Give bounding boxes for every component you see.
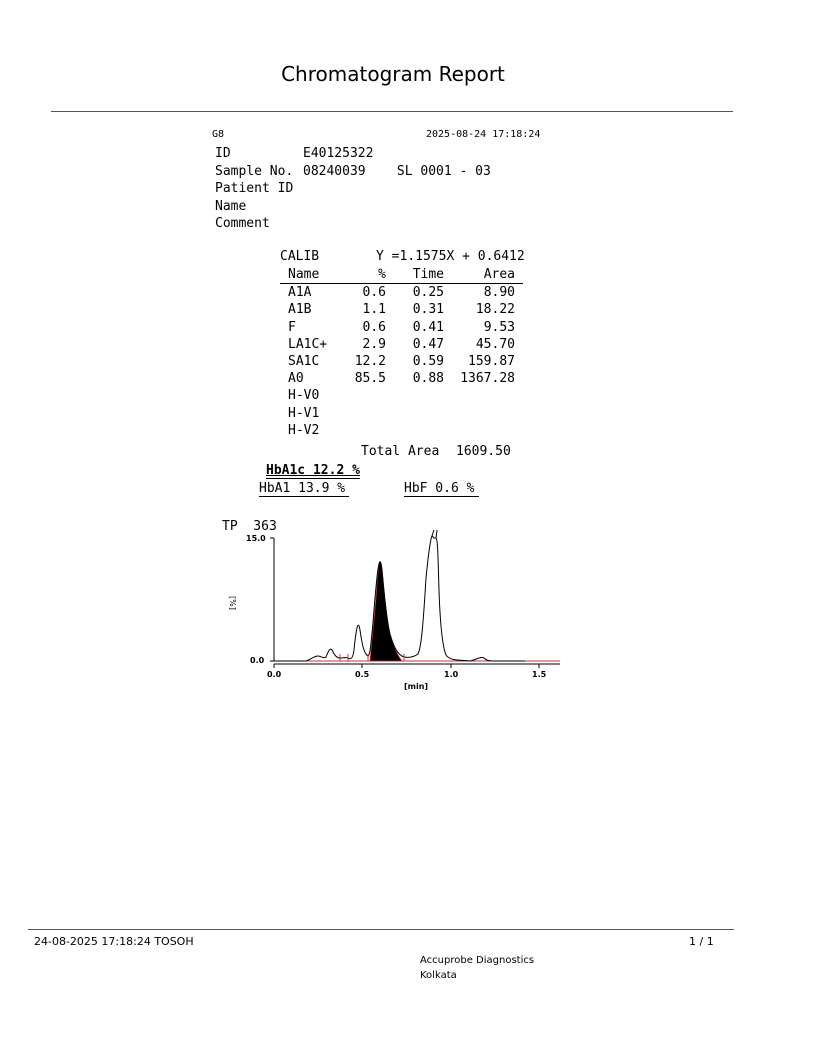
table-row [280, 353, 523, 370]
header-field-label: ID [215, 146, 231, 161]
chromatogram-chart [220, 530, 570, 700]
header-field-label: Name [215, 198, 247, 214]
cell-pct [350, 405, 386, 422]
cell-area: 1367.28 [460, 371, 515, 387]
cell-time: 0.59 [412, 354, 444, 370]
cell-pct [350, 387, 386, 404]
cell-name: A0 [288, 371, 304, 387]
total-area-label: Total Area [361, 444, 440, 459]
col-name: Name [280, 266, 350, 284]
x-tick-label-2: 1.0 [444, 670, 459, 679]
footer-timestamp: 24-08-2025 17:18:24 TOSOH [34, 935, 194, 948]
cell-name: H-V1 [288, 405, 320, 421]
cell-time: 0.88 [412, 371, 444, 387]
lab-name: Accuprobe Diagnostics [420, 955, 535, 966]
cell-name: H-V2 [288, 422, 320, 438]
total-area-value: 1609.50 [456, 444, 511, 459]
table-row [280, 336, 523, 353]
calib-label: CALIB [280, 249, 320, 264]
hba1-result: HbA1 13.9 % [259, 481, 349, 497]
table-row [280, 284, 523, 302]
cell-pct: 12.2 [354, 354, 386, 370]
cell-pct: 0.6 [362, 319, 386, 335]
table-row [280, 422, 523, 439]
cell-time: 0.25 [412, 285, 444, 301]
lab-city: Kolkata [420, 970, 457, 981]
y-tick-label-min: 0.0 [250, 656, 265, 665]
x-axis-label: [min] [404, 682, 429, 691]
cell-name: SA1C [288, 354, 320, 370]
cell-area: 8.90 [483, 285, 515, 301]
hba1c-result: HbA1c 12.2 % [266, 463, 360, 478]
cell-time [386, 387, 444, 404]
results-table [280, 266, 523, 439]
instrument-code: G8 [212, 129, 225, 140]
table-row [280, 370, 523, 387]
header-field [215, 181, 303, 196]
cell-area [444, 422, 523, 439]
y-tick-label-max: 15.0 [246, 534, 266, 543]
cell-name: H-V0 [288, 388, 320, 404]
cell-time: 0.47 [412, 336, 444, 352]
x-tick-label-1: 0.5 [355, 670, 370, 679]
page-number: 1 / 1 [689, 935, 714, 948]
cell-pct: 0.6 [362, 285, 386, 301]
cell-time [386, 405, 444, 422]
cell-name: F [288, 319, 296, 335]
header-field-label: Comment [215, 216, 270, 231]
header-field-label: Patient ID [215, 181, 294, 196]
cell-area [444, 387, 523, 404]
cell-area: 18.22 [475, 302, 515, 318]
run-datetime: 2025-08-24 17:18:24 [426, 129, 541, 140]
cell-pct: 2.9 [362, 336, 386, 352]
table-row [280, 387, 523, 404]
cell-pct [350, 422, 386, 439]
header-field-value: 08240039 SL 0001 - 03 [303, 163, 491, 179]
x-tick-label-0: 0.0 [267, 670, 282, 679]
cell-time: 0.41 [412, 319, 444, 335]
col-pct: % [350, 266, 386, 284]
cell-name: LA1C+ [288, 336, 328, 352]
header-field [215, 216, 303, 231]
cell-area [444, 405, 523, 422]
header-field-value: E40125322 [303, 146, 374, 161]
cell-time: 0.31 [412, 302, 444, 318]
header-field [215, 146, 373, 161]
table-row [280, 405, 523, 422]
y-axis-label: [%] [228, 596, 237, 610]
header-field [215, 199, 303, 214]
cell-area: 159.87 [468, 354, 515, 370]
col-area: Area [444, 266, 523, 284]
header-field [215, 164, 491, 179]
cell-area: 45.70 [475, 336, 515, 352]
tp-value: TP 363 [222, 519, 277, 534]
divider-bottom [28, 929, 734, 930]
cell-time [386, 422, 444, 439]
x-tick-label-3: 1.5 [532, 670, 547, 679]
cell-pct: 1.1 [362, 302, 386, 318]
chromatogram-trace [274, 536, 525, 661]
cell-area: 9.53 [483, 319, 515, 335]
table-header-row [280, 266, 523, 284]
hbf-result: HbF 0.6 % [404, 481, 479, 497]
report-title: Chromatogram Report [281, 62, 505, 86]
header-field-label: Sample No. [215, 163, 294, 179]
divider-top [51, 111, 733, 112]
col-time: Time [386, 266, 444, 284]
table-row [280, 301, 523, 318]
table-row [280, 319, 523, 336]
cell-name: A1A [288, 285, 312, 301]
calib-equation: Y =1.1575X + 0.6412 [376, 249, 525, 264]
cell-pct: 85.5 [354, 371, 386, 387]
cell-name: A1B [288, 302, 312, 318]
